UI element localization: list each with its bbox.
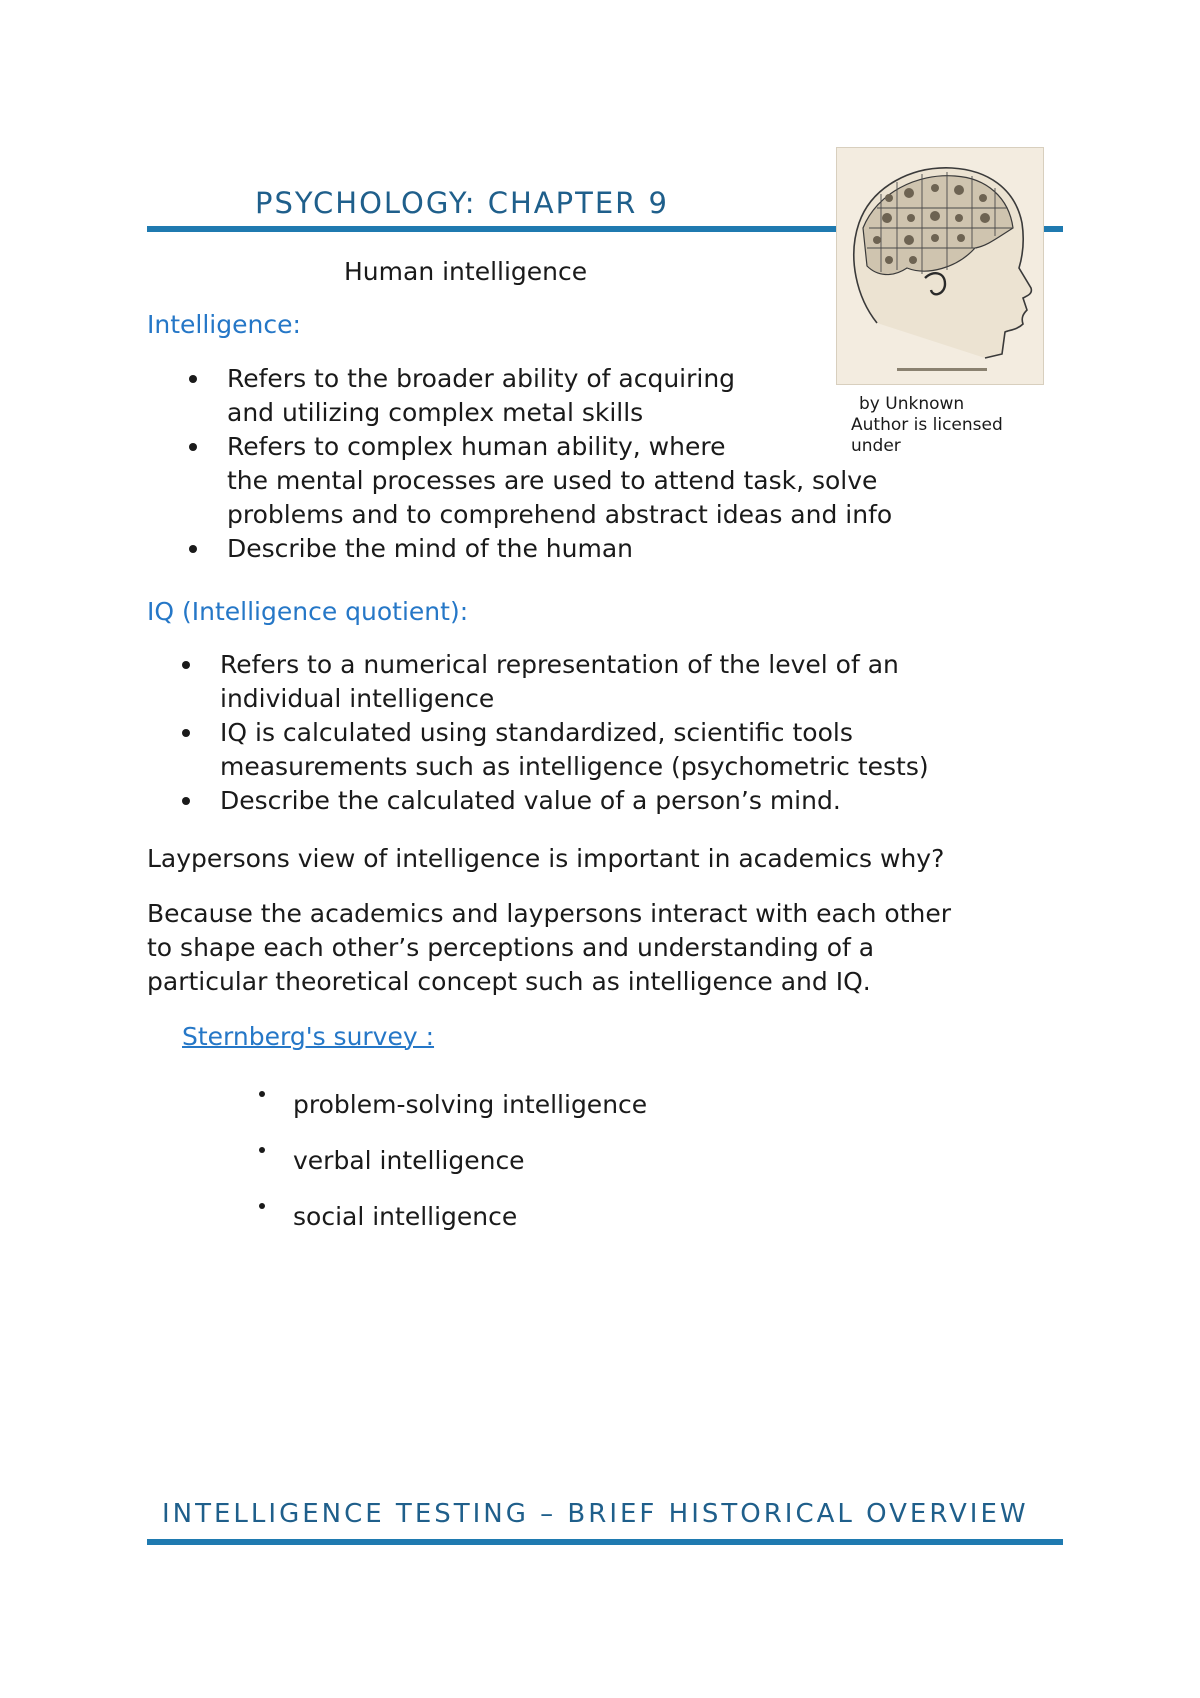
list-item <box>227 532 892 566</box>
list-item <box>293 1189 647 1245</box>
answer-line: Because the academics and laypersons interact with each other <box>147 899 952 928</box>
list-item-text: Refers to a numerical representation of the level of an <box>220 650 899 679</box>
caption-line: under <box>851 436 901 456</box>
list-item-text: Refers to complex human ability, where <box>227 432 726 461</box>
list-item-text: verbal intelligence <box>293 1146 525 1175</box>
bullet-icon <box>182 661 190 669</box>
bullet-icon <box>189 545 197 553</box>
bullet-icon <box>189 375 197 383</box>
bullet-icon <box>182 729 190 737</box>
list-item <box>293 1077 647 1133</box>
answer-line: particular theoretical concept such as intelligence and IQ. <box>147 967 871 996</box>
list-item <box>293 1133 647 1189</box>
laypersons-answer <box>147 897 951 999</box>
iq-label: IQ (Intelligence quotient): <box>147 597 469 626</box>
list-item-text: IQ is calculated using standardized, scientific tools <box>220 718 853 747</box>
list-item <box>227 464 892 498</box>
bullet-icon <box>259 1091 265 1097</box>
bullet-icon <box>259 1147 265 1153</box>
intelligence-list <box>227 362 892 566</box>
phrenology-head-image <box>836 147 1044 385</box>
list-item <box>220 750 929 784</box>
list-item <box>227 362 892 396</box>
list-item-text: Refers to the broader ability of acquiring <box>227 364 736 393</box>
sternberg-list <box>293 1077 647 1245</box>
section-heading: INTELLIGENCE TESTING – BRIEF HISTORICAL OVERVIEW <box>162 1499 1029 1529</box>
list-item-text: Describe the calculated value of a person’s mind. <box>220 786 841 815</box>
chapter-subtitle: Human intelligence <box>344 257 588 286</box>
list-item-text: measurements such as intelligence (psychometric tests) <box>220 752 929 781</box>
section-heading-rule <box>147 1539 1063 1545</box>
chapter-heading: PSYCHOLOGY: CHAPTER 9 <box>255 186 669 220</box>
list-item-text: Describe the mind of the human <box>227 534 633 563</box>
list-item <box>227 396 892 430</box>
list-item <box>220 784 929 818</box>
caption-line: by Unknown <box>859 394 965 414</box>
list-item-text: and utilizing complex metal skills <box>227 398 644 427</box>
bullet-icon <box>189 443 197 451</box>
list-item <box>220 716 929 750</box>
list-item <box>220 682 929 716</box>
list-item-text: problems and to comprehend abstract ideas and info <box>227 500 893 529</box>
list-item-text: problem-solving intelligence <box>293 1090 648 1119</box>
list-item-text: the mental processes are used to attend task, solve <box>227 466 878 495</box>
sternberg-survey-link[interactable]: Sternberg's survey : <box>182 1022 435 1051</box>
list-item-text: individual intelligence <box>220 684 495 713</box>
list-item <box>220 648 929 682</box>
phrenology-illustration <box>837 148 1043 384</box>
list-item <box>227 430 892 464</box>
bullet-icon <box>259 1203 265 1209</box>
list-item-text: social intelligence <box>293 1202 518 1231</box>
caption-line: Author is licensed <box>851 415 1003 435</box>
answer-line: to shape each other’s perceptions and understanding of a <box>147 933 875 962</box>
laypersons-question: Laypersons view of intelligence is important in academics why? <box>147 844 945 873</box>
iq-list <box>220 648 929 818</box>
intelligence-label: Intelligence: <box>147 310 301 339</box>
bullet-icon <box>182 797 190 805</box>
list-item <box>227 498 892 532</box>
